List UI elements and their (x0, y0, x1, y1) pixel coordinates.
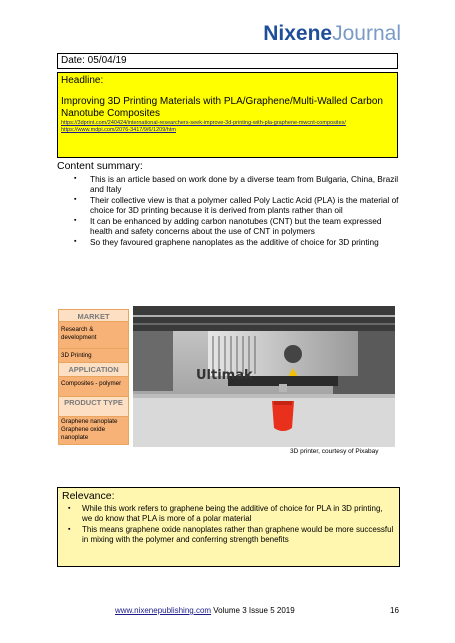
category-sidebar (58, 309, 129, 445)
headline-title: Improving 3D Printing Materials with PLA/Graphene/Multi-Walled Carbon Nanotube Composites (61, 96, 383, 119)
market-value: 3D Printing (58, 349, 129, 363)
source-link-mdpi[interactable]: https://www.mdpi.com/2076-3417/9/6/1209/htm (61, 127, 176, 133)
relevance-title: Relevance: (62, 490, 115, 502)
issue-info: Volume 3 Issue 5 2019 (211, 606, 295, 615)
market-label: MARKET (58, 309, 129, 322)
list-item: ▪ So they favoured graphene nanoplates as the additive of choice for 3D printing (70, 237, 400, 247)
publisher-link[interactable]: www.nixenepublishing.com (115, 606, 212, 615)
headline-box (57, 72, 398, 158)
relevance-box (57, 487, 400, 567)
list-item: ▪ While this work refers to graphene being the additive of choice for PLA in 3D printing, we do know that PLA is more of a polar material (62, 504, 395, 524)
source-link-3dprint[interactable]: https://3dprint.com/240424/international-researchers-seek-improve-3d-printing-with-pla-graphene-mwcnt-composites/ (61, 120, 346, 126)
image-caption: 3D printer, courtesy of Pixabay (290, 448, 379, 455)
application-value: Composites - polymer (58, 377, 129, 397)
footer (115, 606, 295, 615)
journal-logo (263, 22, 401, 46)
market-value: Research & development (58, 322, 129, 349)
logo-suffix: Journal (332, 22, 401, 45)
application-label: APPLICATION (58, 363, 129, 377)
headline-label: Headline: (61, 75, 104, 86)
list-item: ▪ Their collective view is that a polymer called Poly Lactic Acid (PLA) is the material of choice for 3D printing because it is derived from plants rather than oil (70, 195, 400, 215)
product-type-value: Graphene nanoplate Graphene oxide nanoplate (58, 417, 129, 445)
list-item: ▪ This is an article based on work done by a diverse team from Bulgaria, China, Brazil and Italy (70, 174, 400, 194)
product-type-label: PRODUCT TYPE (58, 397, 129, 417)
summary-list (70, 174, 400, 248)
list-item: ▪ This means graphene oxide nanoplates rather than graphene would be more successful in mixing with the polymer and conferring strength benefits (62, 525, 395, 545)
relevance-list (62, 504, 395, 545)
summary-title: Content summary: (57, 160, 143, 172)
printer-photo (133, 306, 395, 447)
page-number: 16 (390, 606, 399, 615)
list-item: ▪ It can be enhanced by adding carbon nanotubes (CNT) but the team expressed health and safety concerns about the use of CNT in polymers (70, 216, 400, 236)
date-field: Date: 05/04/19 (57, 53, 398, 69)
printer-image (133, 306, 395, 447)
printer-brand-text: Ultimak (196, 368, 253, 383)
logo-brand: Nixene (263, 22, 333, 45)
